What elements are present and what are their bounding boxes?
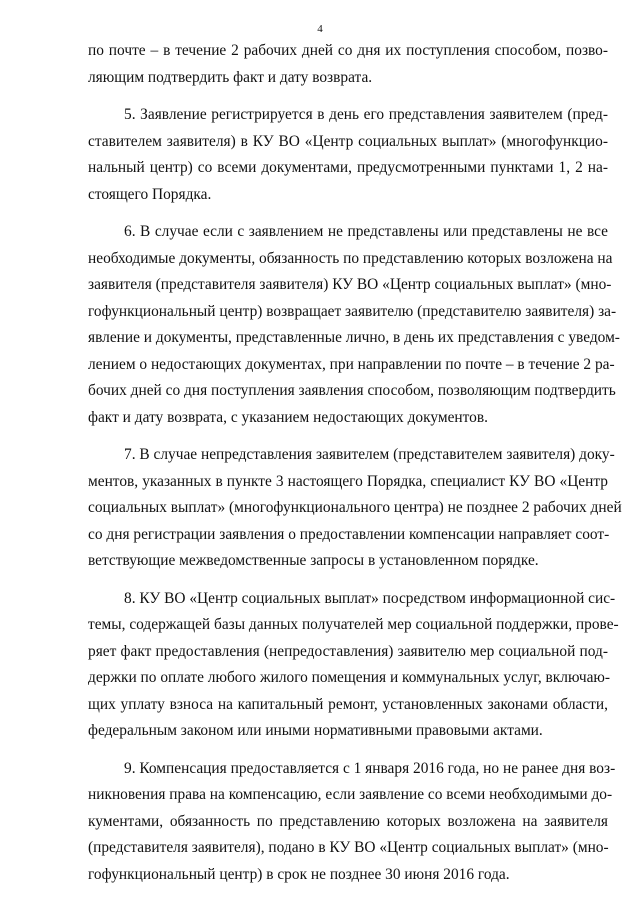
text-line: щих уплату взноса на капитальный ремонт, установленных законами области, — [88, 695, 608, 713]
text-line: федеральным законом или иными нормативными правовыми актами. — [88, 722, 543, 739]
page-number: 4 — [317, 23, 323, 35]
text-line: социальных выплат» (многофункционального центра) не позднее 2 рабочих дней — [88, 499, 622, 516]
document-body — [88, 38, 622, 888]
paragraph-8 — [88, 586, 619, 745]
text-line: необходимые документы, обязанность по представлению которых возложена на — [88, 249, 613, 267]
text-line: со дня регистрации заявления о предоставлении компенсации направляет соот- — [88, 525, 610, 543]
text-line: по почте – в течение 2 рабочих дней со дня их поступления способом, позво- — [88, 42, 608, 59]
text-line: никновения права на компенсацию, если заявление со всеми необходимыми до- — [88, 786, 613, 803]
text-line: бочих дней со дня поступления заявления способом, позволяющим подтвердить — [88, 382, 616, 399]
text-line: лением о недостающих документах, при направлении по почте – в течение 2 ра- — [88, 355, 615, 373]
paragraph-6 — [88, 219, 620, 431]
text-line: 6. В случае если с заявлением не представлены или представлены не все — [124, 223, 608, 240]
text-line: темы, содержащей базы данных получателей мер социальной поддержки, прове- — [88, 616, 619, 633]
text-line: 9. Компенсация предоставляется с 1 января 2016 года, но не ранее дня воз- — [124, 759, 616, 777]
text-line: заявителя (представителя заявителя) КУ ВО «Центр социальных выплат» (мно- — [88, 276, 612, 293]
paragraph-9 — [88, 756, 616, 889]
text-line: гофункциональный центр) возвращает заявителю (представителю заявителя) за- — [88, 302, 617, 320]
text-line: нальный центр) со всеми документами, предусмотренными пунктами 1, 2 на- — [88, 159, 608, 176]
text-line: факт и дату возврата, с указанием недостающих документов. — [88, 408, 488, 426]
text-line: ветствующие межведомственные запросы в установленном порядке. — [88, 552, 539, 569]
text-line: ставителем заявителя) в КУ ВО «Центр социальных выплат» (многофункцио- — [88, 132, 608, 150]
text-line: 7. В случае непредставления заявителем (представителем заявителя) доку- — [124, 446, 615, 463]
text-line: держки по оплате любого жилого помещения и коммунальных услуг, включаю- — [88, 669, 611, 686]
text-line: (представителя заявителя), подано в КУ ВО «Центр социальных выплат» (мно- — [88, 839, 609, 856]
text-line: явление и документы, представленные лично, в день их представления с уведом- — [88, 329, 620, 346]
text-line: ментов, указанных в пункте 3 настоящего Порядка, специалист КУ ВО «Центр — [88, 472, 608, 490]
paragraph-7 — [88, 442, 622, 575]
text-line: ляющим подтвердить факт и дату возврата. — [88, 68, 373, 86]
text-line: кументами, обязанность по представлению которых возложена на заявителя — [88, 812, 608, 830]
text-line: стоящего Порядка. — [88, 185, 212, 203]
paragraph-5 — [88, 102, 608, 208]
text-line: 5. Заявление регистрируется в день его представления заявителем (пред- — [124, 106, 608, 123]
text-line: ряет факт предоставления (непредоставления) заявителю мер социальной под- — [88, 642, 608, 660]
paragraph-continuation — [88, 38, 608, 91]
text-line: гофункциональный центр) в срок не позднее 30 июня 2016 года. — [88, 865, 510, 883]
text-line: 8. КУ ВО «Центр социальных выплат» посредством информационной сис- — [124, 589, 616, 607]
